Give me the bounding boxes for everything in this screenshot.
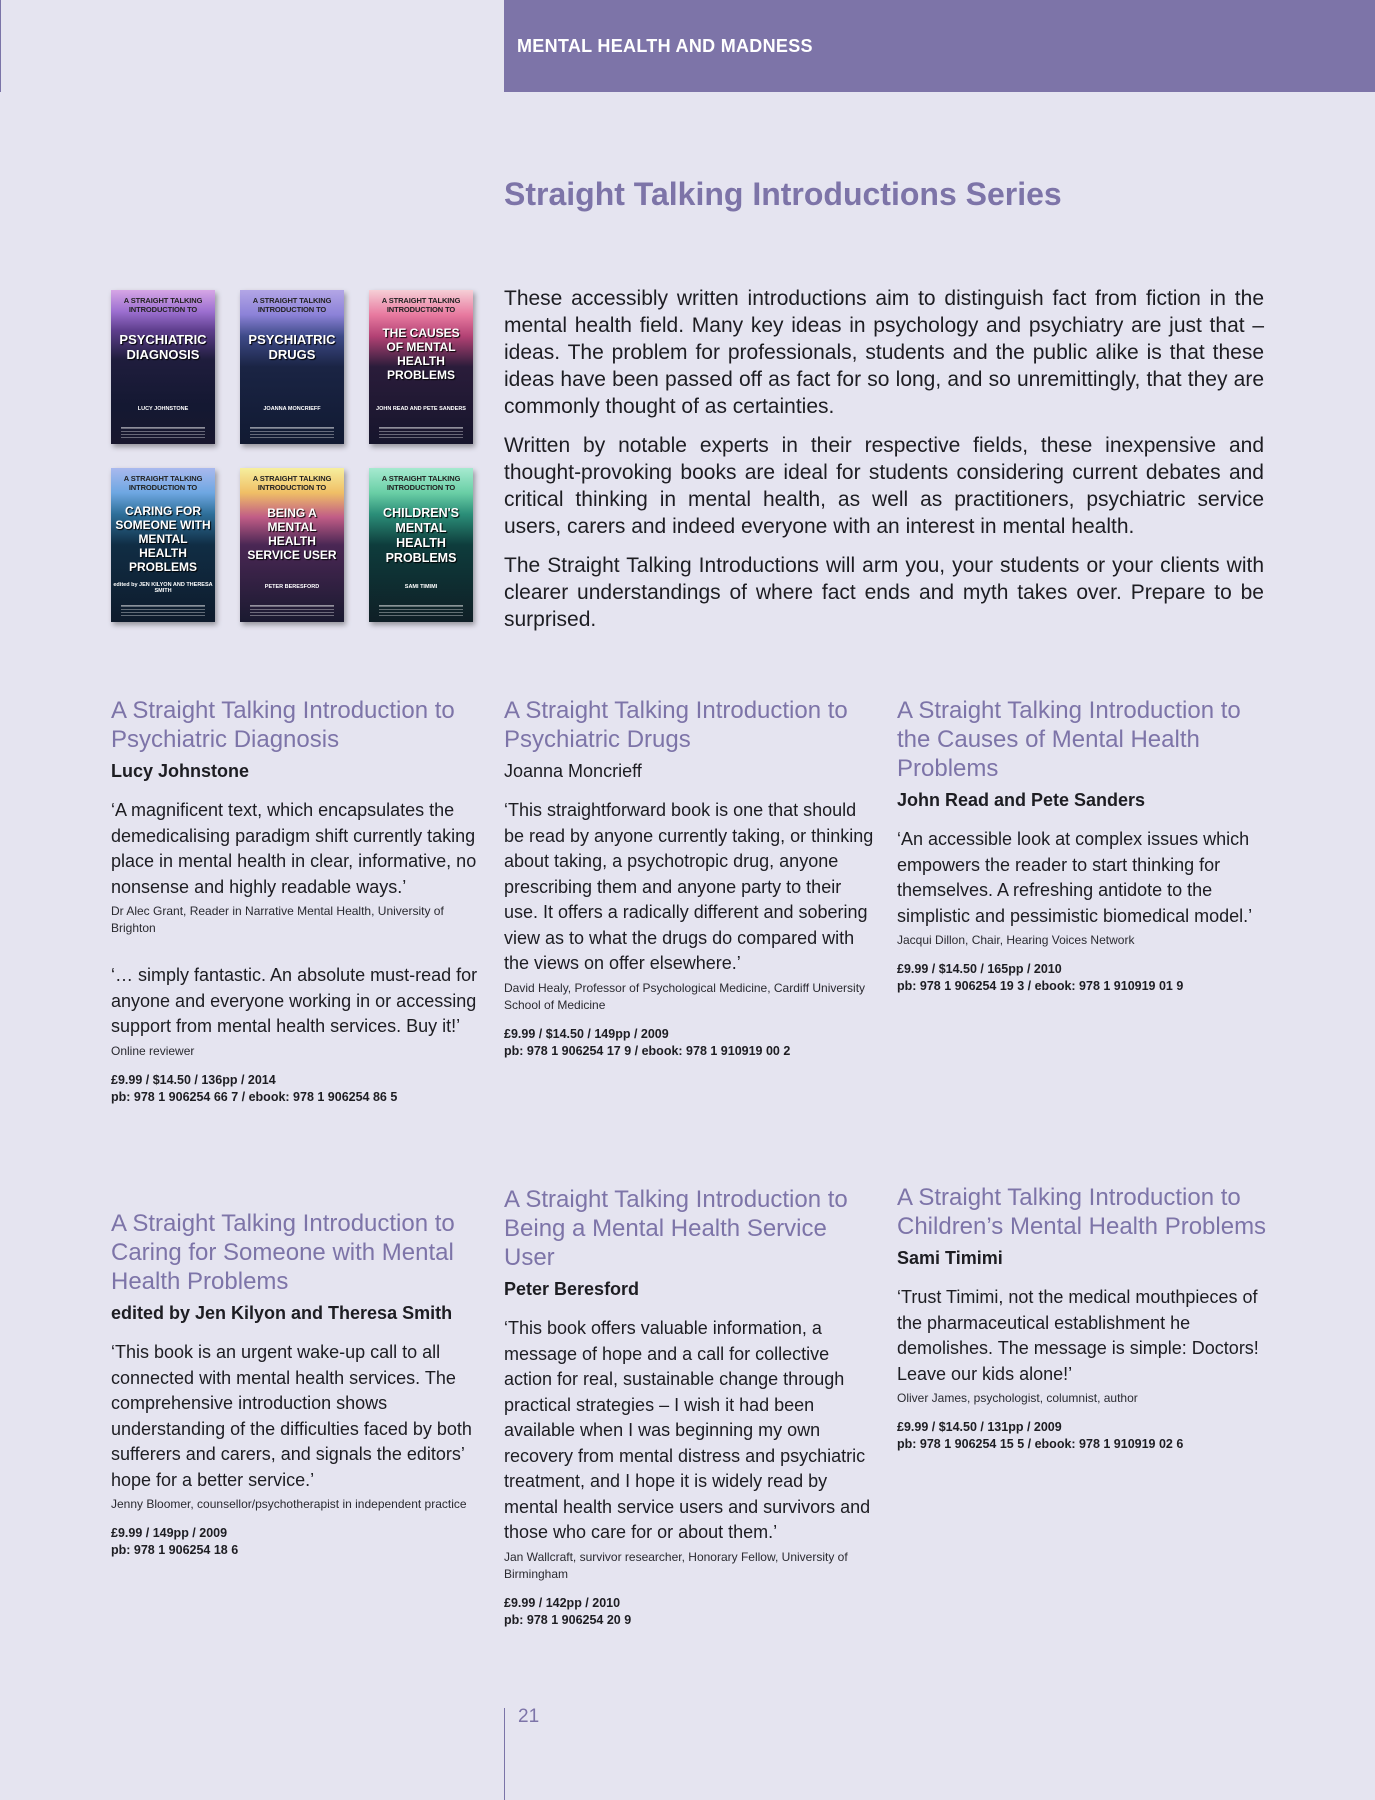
- book-entry-caring: [111, 1209, 483, 1559]
- section-header-bar: [504, 0, 1375, 92]
- book-author: Lucy Johnstone: [111, 761, 250, 781]
- price-info: [111, 1525, 483, 1559]
- review-source: Oliver James, psychologist, columnist, author: [897, 1391, 1138, 1405]
- book-title: A Straight Talking Introduction to Children’s Mental Health Problems: [897, 1184, 1267, 1240]
- cover-series-label: A STRAIGHT TALKING INTRODUCTION TO: [381, 296, 461, 314]
- isbn-line: pb: 978 1 906254 15 5 / ebook: 978 1 910919 02 6: [897, 1437, 1184, 1451]
- book-author: Joanna Moncrieff: [504, 761, 642, 781]
- price-line: £9.99 / $14.50 / 149pp / 2009: [504, 1026, 669, 1041]
- book-title: A Straight Talking Introduction to Being a Mental Health Service User: [504, 1186, 848, 1271]
- cover-series-label: A STRAIGHT TALKING INTRODUCTION TO: [381, 474, 461, 492]
- page-number: 21: [518, 1706, 540, 1727]
- review-source: Jan Wallcraft, survivor researcher, Honorary Fellow, University of Birmingham: [504, 1549, 848, 1581]
- section-title: MENTAL HEALTH AND MADNESS: [517, 36, 813, 56]
- cover-fine-print: [379, 427, 463, 438]
- cover-author: edited by JEN KILYON AND THERESA SMITH: [113, 582, 213, 594]
- isbn-line: pb: 978 1 906254 20 9: [504, 1612, 632, 1627]
- series-title: Straight Talking Introductions Series: [504, 176, 1062, 212]
- review-source: Online reviewer: [111, 1043, 195, 1058]
- book-cover-causes: [369, 290, 473, 444]
- series-introduction: [504, 285, 1264, 645]
- cover-title: CHILDREN'S MENTAL HEALTH PROBLEMS: [383, 506, 459, 565]
- book-entry-service-user: [504, 1185, 876, 1629]
- book-cover-psychiatric-drugs: [240, 290, 344, 444]
- cover-fine-print: [250, 427, 334, 438]
- review-quote: ‘A magnificent text, which encapsulates the demedicalising paradigm shift currently taking place in mental health in clear, informative, no nonsense and highly readable ways.’: [111, 800, 477, 897]
- review-source: Jacqui Dillon, Chair, Hearing Voices Network: [897, 933, 1135, 947]
- cover-series-label: A STRAIGHT TALKING INTRODUCTION TO: [252, 474, 332, 492]
- cover-title: THE CAUSES OF MENTAL HEALTH PROBLEMS: [382, 326, 460, 382]
- review-quote: ‘This straightforward book is one that should be read by anyone currently taking, or thinking about taking, a psychotropic drug, anyone prescribing them and anyone party to their use. It offers a radically different and sobering view as to what the drugs do compared with the views on offer elsewhere.’: [504, 800, 874, 973]
- isbn-line: pb: 978 1 906254 66 7 / ebook: 978 1 906254 86 5: [111, 1089, 398, 1104]
- cover-author: JOHN READ AND PETE SANDERS: [376, 406, 466, 412]
- cover-fine-print: [121, 427, 205, 438]
- book-author: Peter Beresford: [504, 1279, 640, 1299]
- book-cover-caring: [111, 468, 215, 622]
- book-author: John Read and Pete Sanders: [897, 790, 1146, 810]
- review-quote: ‘This book is an urgent wake-up call to all connected with mental health services. The comprehensive introduction shows understanding of the difficulties faced by both sufferers and carers, and signals the editors’ hope for a better service.’: [111, 1342, 472, 1490]
- book-title: A Straight Talking Introduction to Psychiatric Drugs: [504, 697, 848, 753]
- review-quote: ‘Trust Timimi, not the medical mouthpieces of the pharmaceutical establishment he demolishes. The message is simple: Doctors! Leave our kids alone!’: [897, 1287, 1259, 1384]
- cover-series-label: A STRAIGHT TALKING INTRODUCTION TO: [123, 474, 203, 492]
- isbn-line: pb: 978 1 906254 19 3 / ebook: 978 1 910919 01 9: [897, 979, 1184, 993]
- book-cover-psychiatric-diagnosis: [111, 290, 215, 444]
- intro-paragraph-2: Written by notable experts in their respective fields, these inexpensive and thought-provoking books are ideal for students considering current debates and critical thinking in mental health, as well as practitioners, psychiatric service users, carers and indeed everyone with an interest in mental health.: [504, 434, 1264, 538]
- cover-author: SAMI TIMIMI: [404, 584, 438, 590]
- review-source: David Healy, Professor of Psychological Medicine, Cardiff University School of Medicine: [504, 980, 866, 1012]
- left-margin-rule: [0, 0, 1, 92]
- review-quote: ‘… simply fantastic. An absolute must-read for anyone and everyone working in or accessing support from mental health services. Buy it!’: [111, 965, 478, 1036]
- isbn-line: pb: 978 1 906254 18 6: [111, 1543, 239, 1557]
- review-source: Dr Alec Grant, Reader in Narrative Mental Health, University of Brighton: [111, 904, 444, 935]
- cover-author: LUCY JOHNSTONE: [137, 406, 189, 412]
- cover-title: PSYCHIATRIC DRUGS: [248, 332, 336, 362]
- cover-title: CARING FOR SOMEONE WITH MENTAL HEALTH PROBLEMS: [115, 504, 211, 574]
- price-line: £9.99 / 149pp / 2009: [111, 1526, 228, 1540]
- price-line: £9.99 / $14.50 / 165pp / 2010: [897, 962, 1062, 976]
- book-title: A Straight Talking Introduction to Psychiatric Diagnosis: [111, 697, 455, 753]
- cover-series-label: A STRAIGHT TALKING INTRODUCTION TO: [252, 296, 332, 314]
- book-title: A Straight Talking Introduction to the Causes of Mental Health Problems: [897, 697, 1241, 782]
- price-info: [897, 1419, 1269, 1453]
- book-cover-childrens: [369, 468, 473, 622]
- book-author: edited by Jen Kilyon and Theresa Smith: [111, 1303, 453, 1323]
- intro-paragraph-1: These accessibly written introductions aim to distinguish fact from fiction in the mental health field. Many key ideas in psychology and psychiatry are just that – ideas. The problem for professionals, students and the public alike is that these ideas have been passed off as fact for so long, and so unremittingly, that they are commonly thought of as certainties.: [504, 287, 1264, 418]
- cover-author: PETER BERESFORD: [264, 584, 320, 590]
- price-line: £9.99 / 142pp / 2010: [504, 1595, 621, 1610]
- review-source: Jenny Bloomer, counsellor/psychotherapist in independent practice: [111, 1497, 467, 1511]
- book-entry-causes: [897, 696, 1269, 995]
- price-info: [504, 1595, 876, 1629]
- book-title: A Straight Talking Introduction to Caring for Someone with Mental Health Problems: [111, 1210, 455, 1295]
- book-entry-psychiatric-diagnosis: [111, 696, 483, 1106]
- book-cover-service-user: [240, 468, 344, 622]
- cover-author: JOANNA MONCRIEFF: [263, 406, 321, 412]
- price-info: [504, 1026, 876, 1060]
- cover-fine-print: [379, 605, 463, 616]
- book-entry-childrens: [897, 1183, 1269, 1453]
- price-line: £9.99 / $14.50 / 136pp / 2014: [111, 1072, 276, 1087]
- cover-title: BEING A MENTAL HEALTH SERVICE USER: [247, 506, 337, 562]
- cover-title: PSYCHIATRIC DIAGNOSIS: [119, 332, 207, 362]
- isbn-line: pb: 978 1 906254 17 9 / ebook: 978 1 910919 00 2: [504, 1043, 791, 1058]
- cover-fine-print: [250, 605, 334, 616]
- price-line: £9.99 / $14.50 / 131pp / 2009: [897, 1420, 1062, 1434]
- review-quote: ‘This book offers valuable information, a message of hope and a call for collective action for real, sustainable change through practical strategies – I wish it had been available when I was beginning my own recovery from mental distress and psychiatric treatment, and I hope it is widely read by mental health service users and survivors and those who care for or about them.’: [504, 1318, 871, 1542]
- intro-paragraph-3: The Straight Talking Introductions will arm you, your students or your clients with clearer understandings of where fact ends and myth takes over. Prepare to be surprised.: [504, 554, 1264, 631]
- price-info: [897, 961, 1269, 995]
- review-quote: ‘An accessible look at complex issues which empowers the reader to start thinking for themselves. A refreshing antidote to the simplistic and pessimistic biomedical model.’: [897, 829, 1253, 926]
- cover-series-label: A STRAIGHT TALKING INTRODUCTION TO: [123, 296, 203, 314]
- book-covers-grid: [111, 290, 485, 622]
- footer-rule: [504, 1708, 505, 1800]
- cover-fine-print: [121, 605, 205, 616]
- book-entry-psychiatric-drugs: [504, 696, 876, 1060]
- book-author: Sami Timimi: [897, 1248, 1003, 1268]
- price-info: [111, 1072, 483, 1106]
